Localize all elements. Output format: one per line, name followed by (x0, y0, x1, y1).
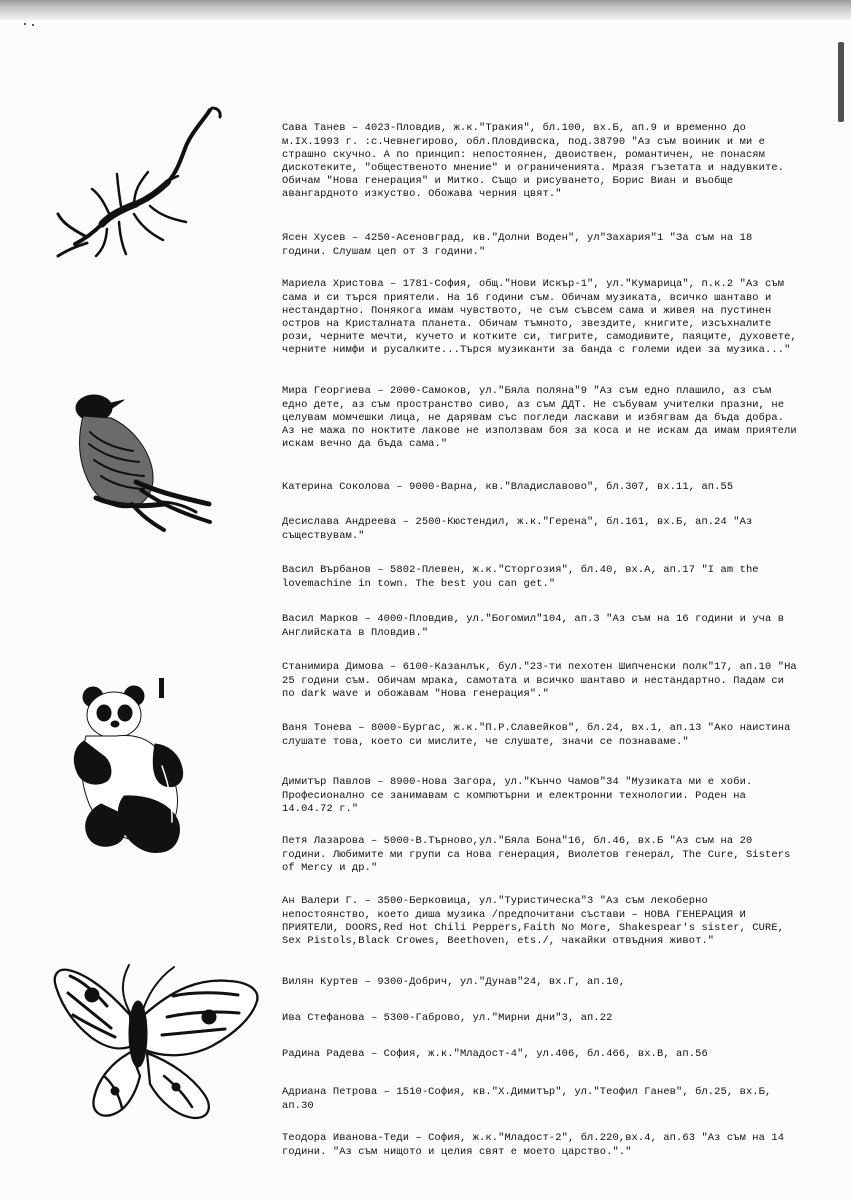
entry-text: Ясен Хусев – 4250-Асеновград, кв."Долни Воден", ул"Захария"1 "За съм на 18 години. Слушам цеп от 3 години." (282, 232, 759, 258)
entry-text: Ваня Тонева – 8000-Бургас, ж.к."П.Р.Славейков", бл.24, вх.1, ап.13 "Ако наистина слушате това, което си мислите, че слушате, значи се познаваме." (282, 722, 797, 748)
entry-text: Васил Марков – 4000-Пловдив, ул."Богомил"104, ап.3 "Аз съм на 16 години и уча в Английската в Пловдив." (282, 613, 791, 639)
entry-text: Мариела Христова – 1781-София, общ."Нови Искър-1", ул."Кумарица", п.к.2 "Аз съм сама и си търся приятели. На 16 години съм. Обичам музиката, всичко шантаво и нестандартно. Понякога имам чувството, че съм съвсем сама и живея на пустинен остров на Кристалната планета. Обичам тъмното, звездите, книгите, изсъхналите рози, черните мечти, кучето и котките си, тигрите, самодивите, паяците, духовете, черните нимфи и русалките...Търся музиканти за банда с големи идеи за музика..." (282, 278, 804, 357)
entry-text: Петя Лазарова – 5000-В.Търново,ул."Бяла Бона"16, бл.46, вх.Б "Аз съм на 20 години. Любимите ми групи са Нова генерация, Виолетов генерал, The Cure, Sisters of Mercy и др." (282, 835, 797, 874)
entry-text: Ан Валери Г. – 3500-Берковица, ул."Туристическа"3 "Аз съм лекоберно непостоянство, което диша музика /предпочитани състави – НОВА ГЕНЕРАЦИЯ И ПРИЯТЕЛИ, DOORS,Red Hot Chili Peppers,Faith No More, Shakespear's sister, CURE, Sex Pistols,Black Crowes, Beethoven, ets./, чакайки отвъдния живот." (282, 895, 791, 948)
entry-text: Ива Стефанова – 5300-Габрово, ул."Мирни дни"3, ап.22 (282, 1012, 613, 1025)
scan-speck (32, 24, 34, 26)
entry-text: Теодора Иванова-Теди – София, ж.к."Младост-2", бл.220,вх.4, ап.63 "Аз съм на 14 години. "Аз съм нищото и целия свят е моето царство."." (282, 1132, 791, 1158)
entry-text: Адриана Петрова – 1510-София, кв."Х.Димитър", ул."Теофил Ганев", бл.25, вх.Б, ап.30 (282, 1086, 778, 1112)
entry-text: Сава Танев – 4023-Пловдив, ж.к."Тракия", бл.100, вх.Б, ап.9 и временно до м.IX.1993 г. :с.Чевнегирово, обл.Пловдивска, под.38790 "Аз съм воиник и ми е страшно скучно. А по принцип: непостоянен, двоиствен, романтичен, не понасям дискотеките, "общественото мнение" и ограниченията. Мразя гъзетата и надувките. Обичам "Нова генерация" и Митко. Също и рисуването, Борис Виан и въобще авангардното изкуство. Обожава черния цвят." (282, 122, 791, 201)
scorpion-illustration (50, 98, 230, 258)
scan-speck (24, 23, 26, 25)
entry-text: Мира Георгиева – 2000-Самоков, ул."Бяла поляна"9 "Аз съм едно плашило, аз съм едно дете, аз съм пространство сиво, аз съм ДДТ. Не събувам учителки празни, не целувам момчешки лица, не дарявам със погледи ласкави и избягвам да бъда добра. Аз не мажа по ноктите лакове не използвам боя за коса и не искам да имам приятели искам вечно да бъда сама." (282, 385, 804, 451)
panda-illustration (62, 678, 198, 856)
entry-18 (282, 1106, 797, 1185)
entry-text: Катерина Соколова – 9000-Варна, кв."Владиславово", бл.307, вх.11, ап.55 (282, 481, 734, 494)
entry-text: Радина Радева – София, ж.к."Младост-4", ул.406, бл.466, вх.В, ап.56 (282, 1048, 708, 1061)
moth-icon (48, 958, 264, 1122)
moth-illustration (48, 958, 264, 1122)
entry-text: Станимира Димова – 6100-Казанлък, бул."23-ти пехотен Шипченски полк"17, ап.10 "На 25 години съм. Обичам мрака, самотата и всичко шантаво и нестандартно. Падам си по dark wave и обожавам "Нова генерация"." (282, 661, 804, 700)
entry-text: Десислава Андреева – 2500-Кюстендил, ж.к."Герена", бл.161, вх.Б, ап.24 "Аз съществувам." (282, 516, 759, 542)
bird-icon (60, 386, 220, 536)
entry-text: Вилян Куртев – 9300-Добрич, ул."Дунав"24, вх.Г, ап.10, (282, 976, 626, 989)
scorpion-icon (50, 98, 230, 258)
bird-illustration (60, 386, 220, 536)
scan-right-mark (838, 42, 844, 122)
entry-text: Васил Върбанов – 5802-Плевен, ж.к."Сторгозия", бл.40, вх.А, ап.17 "I am the lovemachine in town. The best you can get." (282, 564, 766, 590)
panda-icon (62, 678, 198, 856)
entry-text: Димитър Павлов – 8900-Нова Загора, ул."Кънчо Чамов"34 "Музиката ми е хоби. Професионално се занимавам с компютърни и електронни технологии. Роден на 14.04.72 г." (282, 776, 759, 815)
scan-top-edge (0, 0, 851, 20)
